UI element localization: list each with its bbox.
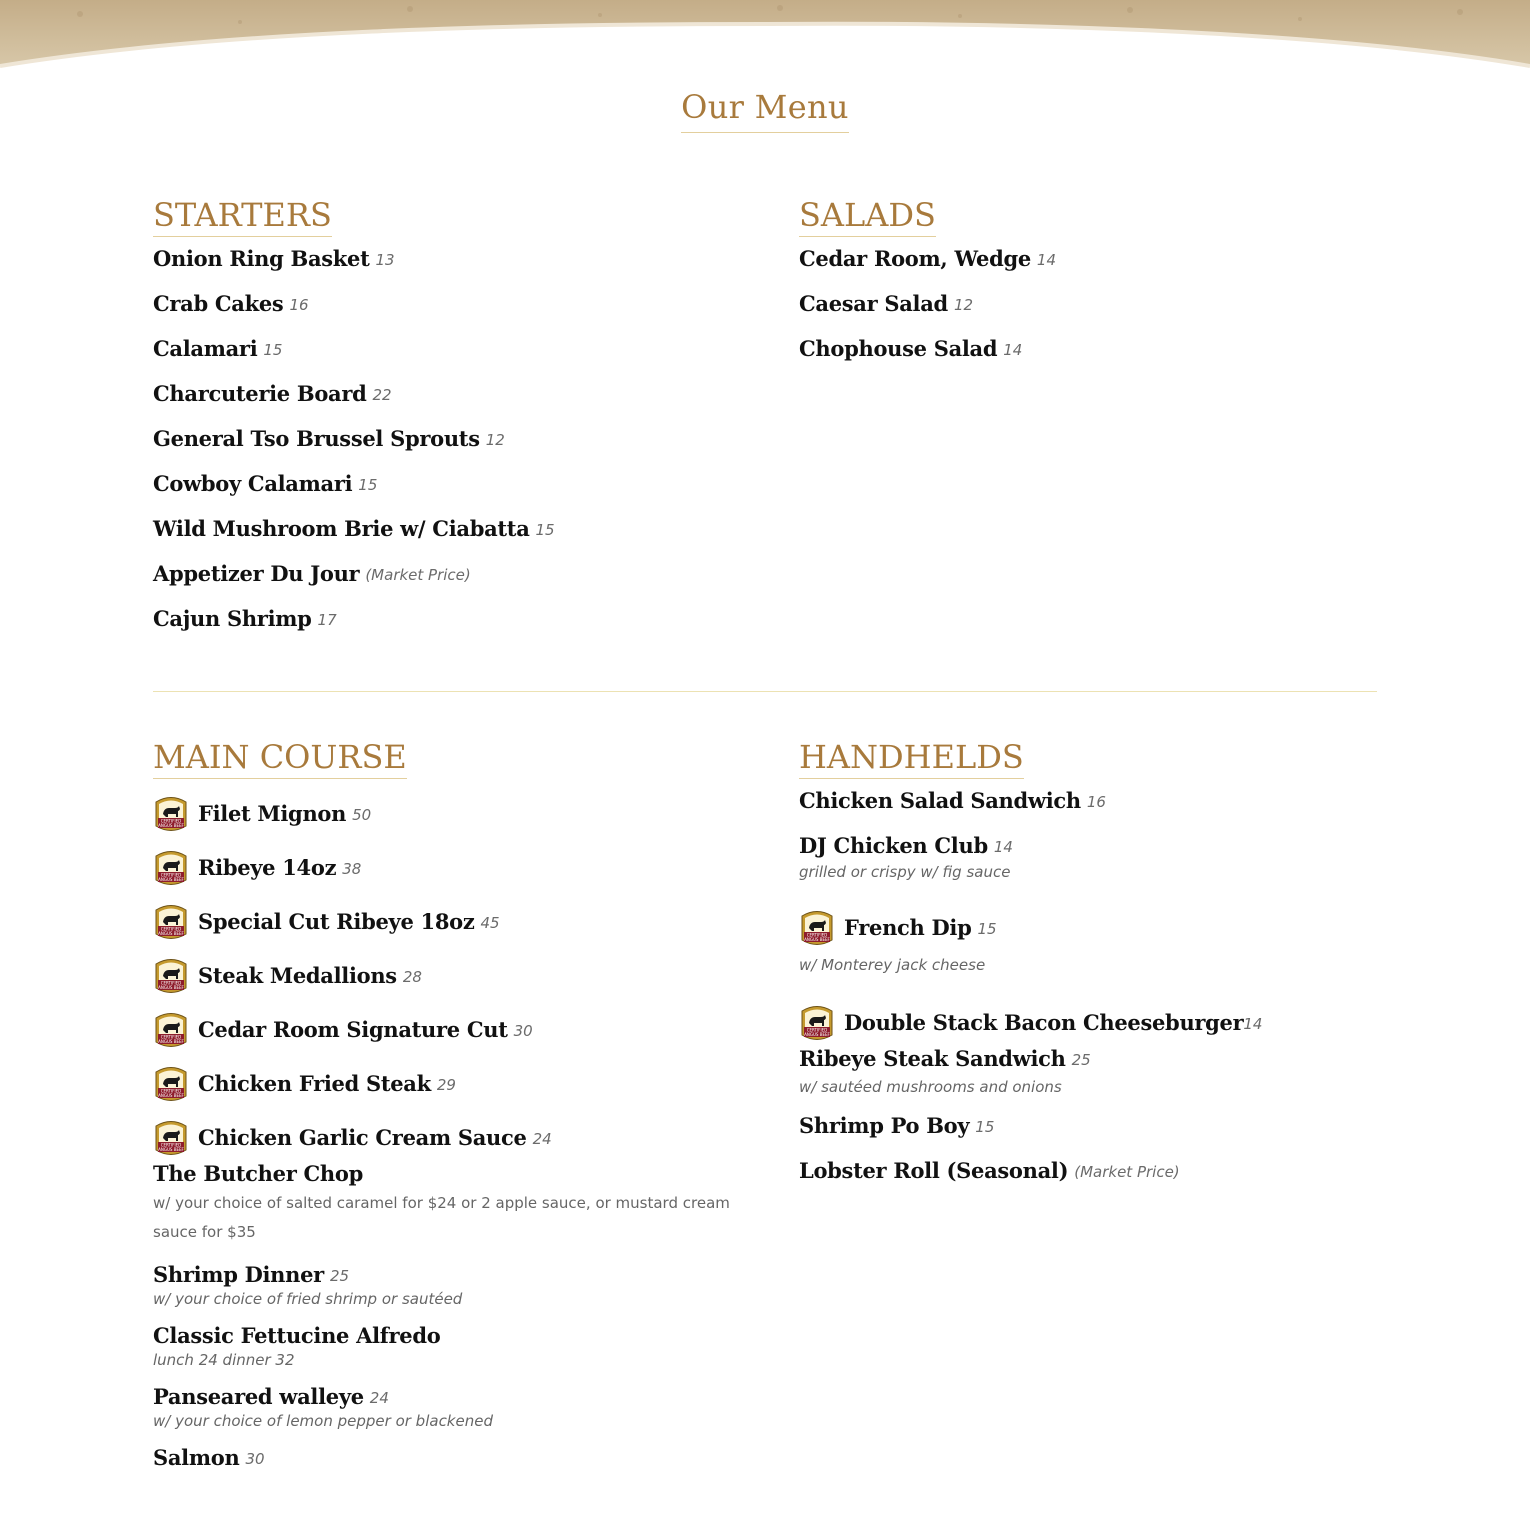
menu-item-name: Ribeye Steak Sandwich (799, 1046, 1066, 1071)
menu-item-cedar-room-wedge (799, 243, 1399, 274)
menu-item-name: Crab Cakes (153, 291, 284, 316)
parchment-header-decoration (0, 0, 1530, 70)
svg-text:ANGUS BEEF: ANGUS BEEF (158, 876, 184, 882)
menu-item-price: 15 (263, 341, 283, 359)
menu-item-name: Double Stack Bacon Cheeseburger (844, 1010, 1244, 1035)
menu-item-chicken-fried-steak (153, 1063, 753, 1104)
menu-item-name: Panseared walleye (153, 1384, 364, 1409)
menu-item-panseared-walleye (153, 1381, 753, 1430)
menu-item-dj-chicken-club (799, 830, 1399, 881)
menu-item-price: 14 (1003, 341, 1023, 359)
menu-item-row (153, 423, 753, 454)
svg-text:CERTIFIED: CERTIFIED (160, 980, 182, 985)
menu-item-price: 15 (535, 521, 555, 539)
menu-item-name: French Dip (844, 915, 972, 940)
menu-item-name: Cajun Shrimp (153, 606, 312, 631)
svg-text:ANGUS BEEF: ANGUS BEEF (158, 984, 184, 990)
menu-item-cajun-shrimp (153, 603, 753, 634)
salads-list (799, 243, 1399, 364)
section-divider (153, 691, 1377, 692)
menu-item-name: Chicken Fried Steak (198, 1071, 431, 1096)
menu-item-french-dip (799, 907, 1399, 974)
menu-item-price: 28 (402, 968, 422, 986)
menu-item-general-tso-brussel-sprouts (153, 423, 753, 454)
menu-item-name: Special Cut Ribeye 18oz (198, 909, 475, 934)
menu-item-row (799, 1043, 1399, 1074)
menu-item-price: 24 (369, 1389, 389, 1407)
svg-text:CERTIFIED: CERTIFIED (806, 1027, 828, 1032)
menu-item-row (153, 378, 753, 409)
menu-item-price: 14 (1036, 251, 1057, 269)
main-course-title: MAIN COURSE (153, 738, 407, 779)
menu-item-price: 13 (375, 251, 395, 269)
menu-item-name: Calamari (153, 336, 258, 361)
menu-item-the-butcher-chop (153, 1158, 753, 1247)
menu-item-row (153, 1158, 753, 1189)
menu-item-row (799, 785, 1399, 816)
menu-item-price: 30 (245, 1450, 265, 1468)
menu-item-price: 12 (485, 431, 505, 449)
salads-title: SALADS (799, 196, 936, 237)
menu-item-chophouse-salad (799, 333, 1399, 364)
menu-item-row (153, 558, 753, 589)
menu-item-name: Cedar Room, Wedge (799, 246, 1031, 271)
page-title-text: Our Menu (681, 88, 849, 133)
menu-item-row (799, 830, 1399, 861)
certified-angus-beef-icon (153, 1064, 189, 1104)
menu-item-price: 29 (436, 1076, 456, 1094)
menu-item-price: 15 (977, 920, 997, 938)
menu-item-onion-ring-basket (153, 243, 753, 274)
menu-item-name: Charcuterie Board (153, 381, 367, 406)
menu-item-price: 12 (953, 296, 974, 314)
menu-item-row (153, 901, 753, 942)
menu-item-name: Chophouse Salad (799, 336, 998, 361)
menu-item-description: grilled or crispy w/ fig sauce (799, 863, 1011, 881)
menu-item-name: The Butcher Chop (153, 1161, 363, 1186)
menu-item-chicken-garlic-cream-sauce (153, 1117, 753, 1158)
menu-item-price: 15 (975, 1118, 995, 1136)
certified-angus-beef-icon (799, 908, 835, 948)
menu-item-row (153, 1259, 753, 1290)
page-title (0, 88, 1530, 133)
svg-text:CERTIFIED: CERTIFIED (160, 872, 182, 877)
menu-item-row (799, 1002, 1399, 1043)
svg-text:ANGUS BEEF: ANGUS BEEF (158, 1092, 184, 1098)
menu-item-row (799, 288, 1399, 319)
starters-list (153, 243, 753, 634)
certified-angus-beef-icon (153, 1118, 189, 1158)
menu-item-price: 17 (317, 611, 337, 629)
menu-item-row (153, 1009, 753, 1050)
menu-item-price: 30 (513, 1022, 533, 1040)
menu-item-special-cut-ribeye-18oz (153, 901, 753, 942)
menu-item-description: w/ sautéed mushrooms and onions (799, 1078, 1062, 1096)
svg-text:CERTIFIED: CERTIFIED (160, 1034, 182, 1039)
menu-item-name: Wild Mushroom Brie w/ Ciabatta (153, 516, 530, 541)
menu-item-row (799, 243, 1399, 274)
menu-item-steak-medallions (153, 955, 753, 996)
svg-text:CERTIFIED: CERTIFIED (160, 818, 182, 823)
menu-item-name: Cowboy Calamari (153, 471, 353, 496)
menu-item-price: 15 (358, 476, 378, 494)
menu-item-name: Appetizer Du Jour (153, 561, 360, 586)
menu-item-filet-mignon (153, 793, 753, 834)
menu-item-row (153, 513, 753, 544)
menu-item-row (799, 1155, 1399, 1186)
main-course-section (153, 738, 753, 1473)
menu-item-name: Shrimp Po Boy (799, 1113, 970, 1138)
certified-angus-beef-icon (153, 794, 189, 834)
menu-item-price: 38 (342, 860, 362, 878)
handhelds-title: HANDHELDS (799, 738, 1024, 779)
starters-section (153, 196, 753, 634)
menu-item-price: 14 (993, 838, 1013, 856)
menu-item-name: Ribeye 14oz (198, 855, 337, 880)
certified-angus-beef-icon (153, 956, 189, 996)
menu-item-row (153, 1117, 753, 1158)
menu-item-row (153, 603, 753, 634)
menu-item-price: 16 (289, 296, 309, 314)
svg-text:ANGUS BEEF: ANGUS BEEF (158, 1038, 184, 1044)
menu-item-shrimp-dinner (153, 1259, 753, 1308)
menu-item-name: Chicken Garlic Cream Sauce (198, 1125, 527, 1150)
menu-item-price: 16 (1086, 793, 1106, 811)
menu-item-charcuterie-board (153, 378, 753, 409)
menu-item-row (153, 1063, 753, 1104)
starters-title: STARTERS (153, 196, 332, 237)
menu-item-name: Cedar Room Signature Cut (198, 1017, 508, 1042)
menu-item-row (153, 1381, 753, 1412)
menu-item-wild-mushroom-brie-w-ciabatta (153, 513, 753, 544)
menu-item-name: Caesar Salad (799, 291, 948, 316)
menu-item-double-stack-bacon-cheeseburger (799, 1002, 1399, 1043)
menu-item-name: Chicken Salad Sandwich (799, 788, 1081, 813)
salads-section (799, 196, 1399, 364)
menu-item-name: DJ Chicken Club (799, 833, 988, 858)
svg-text:ANGUS BEEF: ANGUS BEEF (158, 822, 184, 828)
menu-item-description: w/ your choice of salted caramel for $24 or 2 apple sauce, or mustard cream sauce for $35 (153, 1194, 730, 1241)
menu-item-row (153, 468, 753, 499)
menu-item-salmon (153, 1442, 753, 1473)
menu-item-name: Onion Ring Basket (153, 246, 370, 271)
handhelds-section (799, 738, 1399, 1186)
svg-text:CERTIFIED: CERTIFIED (806, 932, 828, 937)
main-course-list (153, 793, 753, 1473)
menu-item-ribeye-steak-sandwich (799, 1043, 1399, 1096)
menu-item-description: w/ your choice of lemon pepper or blackened (153, 1412, 493, 1430)
menu-item-name: Steak Medallions (198, 963, 397, 988)
menu-item-price: 25 (329, 1267, 350, 1285)
menu-item-caesar-salad (799, 288, 1399, 319)
certified-angus-beef-icon (153, 902, 189, 942)
menu-item-cowboy-calamari (153, 468, 753, 499)
menu-item-price: 25 (1071, 1051, 1091, 1069)
menu-item-row (799, 1110, 1399, 1141)
menu-item-calamari (153, 333, 753, 364)
menu-item-name: General Tso Brussel Sprouts (153, 426, 480, 451)
menu-item-price: (Market Price) (1074, 1163, 1180, 1181)
menu-item-shrimp-po-boy (799, 1110, 1399, 1141)
menu-item-classic-fettucine-alfredo (153, 1320, 753, 1369)
svg-text:CERTIFIED: CERTIFIED (160, 926, 182, 931)
menu-item-row (153, 1442, 753, 1473)
menu-item-price: 45 (480, 914, 500, 932)
menu-item-row (799, 907, 1399, 948)
menu-item-ribeye-14oz (153, 847, 753, 888)
menu-item-description: lunch 24 dinner 32 (153, 1351, 295, 1369)
menu-item-name: Classic Fettucine Alfredo (153, 1323, 441, 1348)
menu-item-row (153, 243, 753, 274)
menu-item-name: Filet Mignon (198, 801, 347, 826)
menu-item-row (799, 333, 1399, 364)
svg-text:ANGUS BEEF: ANGUS BEEF (158, 1146, 184, 1152)
handhelds-list (799, 785, 1399, 1186)
svg-text:ANGUS BEEF: ANGUS BEEF (158, 930, 184, 936)
menu-item-row (153, 793, 753, 834)
menu-item-row (153, 1320, 753, 1351)
menu-item-row (153, 288, 753, 319)
svg-text:CERTIFIED: CERTIFIED (160, 1088, 182, 1093)
menu-item-lobster-roll-seasonal (799, 1155, 1399, 1186)
menu-item-name: Salmon (153, 1445, 240, 1470)
menu-item-row (153, 333, 753, 364)
menu-item-description: w/ Monterey jack cheese (799, 956, 986, 974)
certified-angus-beef-icon (153, 848, 189, 888)
menu-item-price: 50 (352, 806, 372, 824)
menu-item-row (153, 847, 753, 888)
menu-item-description: w/ your choice of fried shrimp or sautéed (153, 1290, 463, 1308)
menu-item-price: 24 (532, 1130, 552, 1148)
svg-text:ANGUS BEEF: ANGUS BEEF (804, 1031, 830, 1037)
menu-item-appetizer-du-jour (153, 558, 753, 589)
certified-angus-beef-icon (799, 1003, 835, 1043)
menu-item-name: Shrimp Dinner (153, 1262, 324, 1287)
svg-text:ANGUS BEEF: ANGUS BEEF (804, 936, 830, 942)
certified-angus-beef-icon (153, 1010, 189, 1050)
menu-item-cedar-room-signature-cut (153, 1009, 753, 1050)
menu-item-chicken-salad-sandwich (799, 785, 1399, 816)
svg-text:CERTIFIED: CERTIFIED (160, 1142, 182, 1147)
menu-item-price: 22 (372, 386, 392, 404)
menu-item-price: 14 (1243, 1015, 1263, 1033)
menu-item-name: Lobster Roll (Seasonal) (799, 1158, 1069, 1183)
menu-item-crab-cakes (153, 288, 753, 319)
menu-item-price: (Market Price) (365, 566, 471, 584)
menu-item-row (153, 955, 753, 996)
